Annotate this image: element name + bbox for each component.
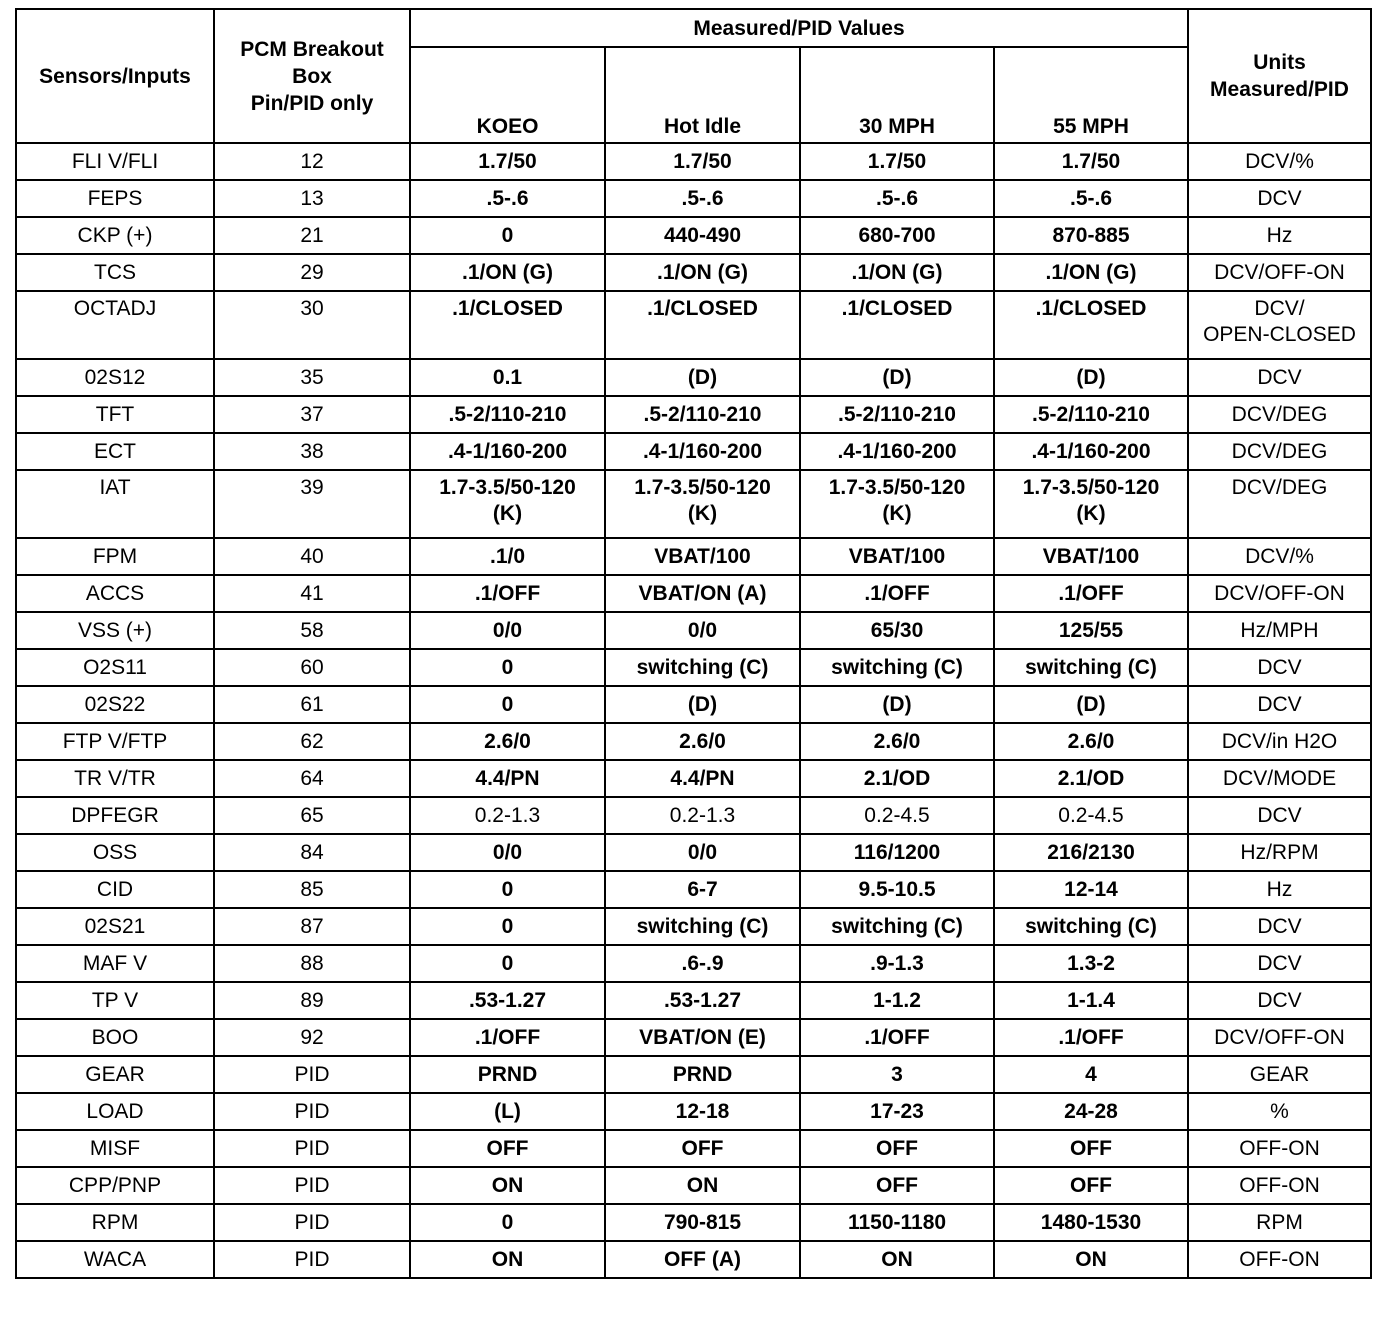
sensor-cell: WACA [16,1241,214,1278]
units-cell: DCV/DEG [1188,433,1371,470]
header-measured-pid-values: Measured/PID Values [410,9,1188,47]
hot-idle-cell: 0/0 [605,612,800,649]
mph30-cell: 1150-1180 [800,1204,994,1241]
mph55-cell: 216/2130 [994,834,1188,871]
koeo-cell: 0 [410,686,605,723]
table-row [16,1056,1371,1093]
mph30-cell: switching (C) [800,908,994,945]
units-cell: Hz/RPM [1188,834,1371,871]
pin-cell: 85 [214,871,410,908]
mph55-cell: (D) [994,686,1188,723]
table-row [16,649,1371,686]
hot-idle-cell: 0/0 [605,834,800,871]
table-row [16,470,1371,538]
pin-cell: 87 [214,908,410,945]
koeo-cell: 0.1 [410,359,605,396]
mph55-cell: .1/OFF [994,575,1188,612]
mph55-cell: 4 [994,1056,1188,1093]
pin-cell: PID [214,1093,410,1130]
header-pcm-breakout-box: PCM Breakout Box Pin/PID only [214,9,410,143]
table-row [16,575,1371,612]
pin-cell: 41 [214,575,410,612]
sensor-cell: OSS [16,834,214,871]
pin-cell: PID [214,1167,410,1204]
units-cell: Hz [1188,871,1371,908]
mph30-cell: 3 [800,1056,994,1093]
sensor-cell: LOAD [16,1093,214,1130]
table-row [16,612,1371,649]
pin-cell: 21 [214,217,410,254]
mph30-cell: 116/1200 [800,834,994,871]
units-cell: DCV/OFF-ON [1188,254,1371,291]
hot-idle-cell: .1/CLOSED [605,291,800,359]
mph30-cell: 680-700 [800,217,994,254]
mph55-cell: 1.3-2 [994,945,1188,982]
table-row [16,797,1371,834]
mph55-cell: 125/55 [994,612,1188,649]
mph30-cell: .9-1.3 [800,945,994,982]
koeo-cell: 0 [410,649,605,686]
hot-idle-cell: 6-7 [605,871,800,908]
mph30-cell: 0.2-4.5 [800,797,994,834]
sensor-cell: TP V [16,982,214,1019]
koeo-cell: 2.6/0 [410,723,605,760]
mph30-cell: (D) [800,359,994,396]
hot-idle-cell: 440-490 [605,217,800,254]
sensor-cell: ACCS [16,575,214,612]
units-cell: DCV [1188,982,1371,1019]
mph55-cell: 2.6/0 [994,723,1188,760]
mph55-cell: 1.7-3.5/50-120 (K) [994,470,1188,538]
table-row [16,908,1371,945]
units-cell: DCV [1188,180,1371,217]
mph30-cell: 2.6/0 [800,723,994,760]
hot-idle-cell: 1.7/50 [605,143,800,180]
hot-idle-cell: VBAT/ON (A) [605,575,800,612]
table-row [16,254,1371,291]
mph30-cell: .1/ON (G) [800,254,994,291]
pin-cell: 60 [214,649,410,686]
pin-cell: 64 [214,760,410,797]
hot-idle-cell: switching (C) [605,649,800,686]
koeo-cell: ON [410,1241,605,1278]
units-cell: DCV/OFF-ON [1188,575,1371,612]
mph55-cell: 12-14 [994,871,1188,908]
mph30-cell: 65/30 [800,612,994,649]
mph30-cell: 17-23 [800,1093,994,1130]
hot-idle-cell: .6-.9 [605,945,800,982]
koeo-cell: OFF [410,1130,605,1167]
mph55-cell: ON [994,1241,1188,1278]
koeo-cell: 0.2-1.3 [410,797,605,834]
pin-cell: 35 [214,359,410,396]
mph30-cell: .5-.6 [800,180,994,217]
pin-cell: 89 [214,982,410,1019]
mph30-cell: .4-1/160-200 [800,433,994,470]
units-cell: OFF-ON [1188,1167,1371,1204]
koeo-cell: .1/0 [410,538,605,575]
pid-values-table-container [15,8,1372,1279]
pin-cell: 88 [214,945,410,982]
mph30-cell: switching (C) [800,649,994,686]
hot-idle-cell: .53-1.27 [605,982,800,1019]
sensor-cell: CID [16,871,214,908]
mph55-cell: OFF [994,1167,1188,1204]
units-cell: DCV [1188,686,1371,723]
table-row [16,982,1371,1019]
pin-cell: 12 [214,143,410,180]
table-row [16,1019,1371,1056]
header-units-measured-pid: Units Measured/PID [1188,9,1371,143]
pin-cell: 40 [214,538,410,575]
table-row [16,1093,1371,1130]
mph30-cell: OFF [800,1130,994,1167]
table-row [16,180,1371,217]
pid-values-table [15,8,1372,1279]
koeo-cell: 1.7-3.5/50-120 (K) [410,470,605,538]
units-cell: Hz/MPH [1188,612,1371,649]
table-row [16,143,1371,180]
sensor-cell: FLI V/FLI [16,143,214,180]
table-row [16,871,1371,908]
pin-cell: 61 [214,686,410,723]
koeo-cell: ON [410,1167,605,1204]
units-cell: DCV [1188,359,1371,396]
koeo-cell: 1.7/50 [410,143,605,180]
sensor-cell: TCS [16,254,214,291]
units-cell: OFF-ON [1188,1241,1371,1278]
sensor-cell: RPM [16,1204,214,1241]
sensor-cell: CKP (+) [16,217,214,254]
hot-idle-cell: .1/ON (G) [605,254,800,291]
sensor-cell: TR V/TR [16,760,214,797]
table-row [16,217,1371,254]
units-cell: DCV/% [1188,538,1371,575]
koeo-cell: PRND [410,1056,605,1093]
mph30-cell: .1/OFF [800,1019,994,1056]
pin-cell: 65 [214,797,410,834]
units-cell: DCV/OFF-ON [1188,1019,1371,1056]
mph55-cell: 24-28 [994,1093,1188,1130]
hot-idle-cell: (D) [605,359,800,396]
mph55-cell: .5-2/110-210 [994,396,1188,433]
koeo-cell: 4.4/PN [410,760,605,797]
mph55-cell: 1-1.4 [994,982,1188,1019]
pin-cell: 37 [214,396,410,433]
table-row [16,538,1371,575]
hot-idle-cell: 2.6/0 [605,723,800,760]
mph30-cell: .5-2/110-210 [800,396,994,433]
units-cell: DCV [1188,649,1371,686]
mph55-cell: .1/ON (G) [994,254,1188,291]
koeo-cell: .1/ON (G) [410,254,605,291]
hot-idle-cell: PRND [605,1056,800,1093]
mph55-cell: switching (C) [994,908,1188,945]
mph30-cell: 1-1.2 [800,982,994,1019]
sensor-cell: FTP V/FTP [16,723,214,760]
pin-cell: PID [214,1204,410,1241]
mph55-cell: 0.2-4.5 [994,797,1188,834]
hot-idle-cell: (D) [605,686,800,723]
hot-idle-cell: VBAT/100 [605,538,800,575]
sensor-cell: BOO [16,1019,214,1056]
sensor-cell: 02S22 [16,686,214,723]
koeo-cell: .1/OFF [410,1019,605,1056]
mph30-cell: (D) [800,686,994,723]
mph55-cell: 1480-1530 [994,1204,1188,1241]
mph30-cell: 2.1/OD [800,760,994,797]
header-55-mph: 55 MPH [994,47,1188,143]
koeo-cell: 0 [410,217,605,254]
pin-cell: 84 [214,834,410,871]
sensor-cell: ECT [16,433,214,470]
units-cell: DCV [1188,945,1371,982]
mph55-cell: (D) [994,359,1188,396]
mph30-cell: VBAT/100 [800,538,994,575]
hot-idle-cell: VBAT/ON (E) [605,1019,800,1056]
koeo-cell: .1/CLOSED [410,291,605,359]
sensor-cell: GEAR [16,1056,214,1093]
header-koeo: KOEO [410,47,605,143]
hot-idle-cell: OFF (A) [605,1241,800,1278]
hot-idle-cell: 4.4/PN [605,760,800,797]
sensor-cell: TFT [16,396,214,433]
pin-cell: PID [214,1241,410,1278]
hot-idle-cell: .5-2/110-210 [605,396,800,433]
pin-cell: 38 [214,433,410,470]
koeo-cell: 0 [410,908,605,945]
mph55-cell: 1.7/50 [994,143,1188,180]
mph30-cell: 1.7-3.5/50-120 (K) [800,470,994,538]
table-row [16,760,1371,797]
mph30-cell: .1/OFF [800,575,994,612]
table-row [16,723,1371,760]
units-cell: OFF-ON [1188,1130,1371,1167]
units-cell: DCV/DEG [1188,470,1371,538]
mph30-cell: ON [800,1241,994,1278]
sensor-cell: CPP/PNP [16,1167,214,1204]
pin-cell: PID [214,1056,410,1093]
pin-cell: 92 [214,1019,410,1056]
pin-cell: 13 [214,180,410,217]
table-row [16,433,1371,470]
units-cell: GEAR [1188,1056,1371,1093]
sensor-cell: IAT [16,470,214,538]
sensor-cell: OCTADJ [16,291,214,359]
table-body [16,143,1371,1278]
mph55-cell: OFF [994,1130,1188,1167]
table-row [16,686,1371,723]
koeo-cell: .5-2/110-210 [410,396,605,433]
koeo-cell: (L) [410,1093,605,1130]
sensor-cell: O2S11 [16,649,214,686]
table-row [16,291,1371,359]
hot-idle-cell: 12-18 [605,1093,800,1130]
koeo-cell: 0/0 [410,834,605,871]
sensor-cell: VSS (+) [16,612,214,649]
table-row [16,1130,1371,1167]
table-row [16,1241,1371,1278]
hot-idle-cell: 1.7-3.5/50-120 (K) [605,470,800,538]
koeo-cell: 0 [410,1204,605,1241]
units-cell: DCV/ OPEN-CLOSED [1188,291,1371,359]
header-30-mph: 30 MPH [800,47,994,143]
units-cell: DCV [1188,797,1371,834]
mph55-cell: .1/OFF [994,1019,1188,1056]
units-cell: DCV/MODE [1188,760,1371,797]
header-hot-idle: Hot Idle [605,47,800,143]
pin-cell: 30 [214,291,410,359]
header-sensors-inputs: Sensors/Inputs [16,9,214,143]
mph55-cell: 870-885 [994,217,1188,254]
mph55-cell: .5-.6 [994,180,1188,217]
hot-idle-cell: .5-.6 [605,180,800,217]
mph55-cell: switching (C) [994,649,1188,686]
mph30-cell: OFF [800,1167,994,1204]
units-cell: % [1188,1093,1371,1130]
hot-idle-cell: switching (C) [605,908,800,945]
units-cell: RPM [1188,1204,1371,1241]
pin-cell: 29 [214,254,410,291]
mph30-cell: .1/CLOSED [800,291,994,359]
pin-cell: 62 [214,723,410,760]
hot-idle-cell: 0.2-1.3 [605,797,800,834]
table-row [16,1167,1371,1204]
sensor-cell: MISF [16,1130,214,1167]
table-row [16,396,1371,433]
hot-idle-cell: .4-1/160-200 [605,433,800,470]
mph55-cell: .1/CLOSED [994,291,1188,359]
hot-idle-cell: 790-815 [605,1204,800,1241]
mph55-cell: 2.1/OD [994,760,1188,797]
koeo-cell: .1/OFF [410,575,605,612]
units-cell: DCV/DEG [1188,396,1371,433]
koeo-cell: 0 [410,945,605,982]
table-row [16,359,1371,396]
units-cell: DCV/% [1188,143,1371,180]
koeo-cell: .4-1/160-200 [410,433,605,470]
koeo-cell: 0/0 [410,612,605,649]
hot-idle-cell: ON [605,1167,800,1204]
table-row [16,945,1371,982]
mph30-cell: 9.5-10.5 [800,871,994,908]
sensor-cell: MAF V [16,945,214,982]
units-cell: Hz [1188,217,1371,254]
sensor-cell: FEPS [16,180,214,217]
pin-cell: 39 [214,470,410,538]
koeo-cell: 0 [410,871,605,908]
koeo-cell: .5-.6 [410,180,605,217]
sensor-cell: DPFEGR [16,797,214,834]
units-cell: DCV/in H2O [1188,723,1371,760]
koeo-cell: .53-1.27 [410,982,605,1019]
mph55-cell: .4-1/160-200 [994,433,1188,470]
sensor-cell: 02S21 [16,908,214,945]
hot-idle-cell: OFF [605,1130,800,1167]
units-cell: DCV [1188,908,1371,945]
pin-cell: PID [214,1130,410,1167]
table-row [16,834,1371,871]
table-row [16,1204,1371,1241]
sensor-cell: 02S12 [16,359,214,396]
sensor-cell: FPM [16,538,214,575]
pin-cell: 58 [214,612,410,649]
mph30-cell: 1.7/50 [800,143,994,180]
mph55-cell: VBAT/100 [994,538,1188,575]
